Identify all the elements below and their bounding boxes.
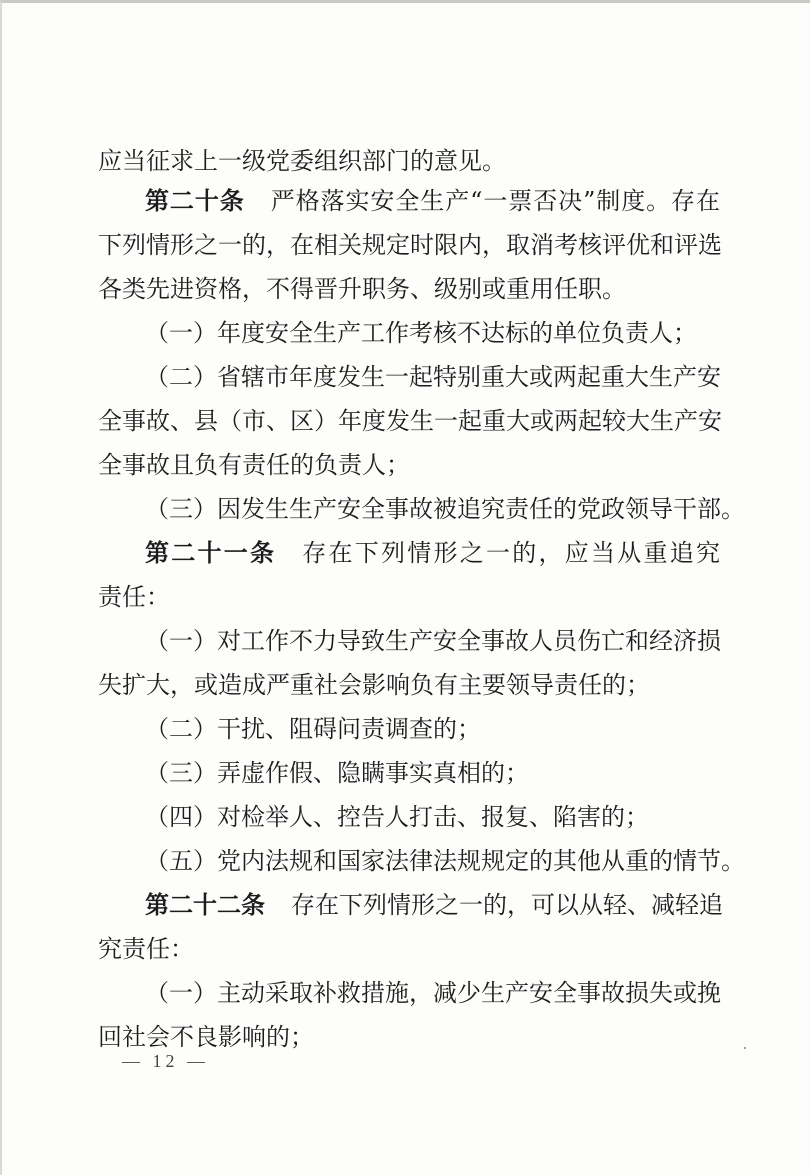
article-heading-line: 第二十条 严格落实安全生产“一票否决”制度。存在 — [145, 187, 720, 215]
page-number: — 12 — — [122, 1051, 209, 1071]
list-item: （三）弄虚作假、隐瞒事实真相的； — [145, 759, 529, 787]
article-heading: 第二十二条 — [145, 891, 265, 919]
body-line: 回社会不良影响的； — [98, 1023, 314, 1051]
body-line: 全事故、县（市、区）年度发生一起重大或两起较大生产安 — [98, 407, 722, 435]
list-item: （一）年度安全生产工作考核不达标的单位负责人； — [145, 319, 697, 347]
list-item: （四）对检举人、控告人打击、报复、陷害的； — [145, 803, 649, 831]
list-item: （二）干扰、阻碍问责调查的； — [145, 715, 481, 743]
body-line: 应当征求上一级党委组织部门的意见。 — [98, 147, 506, 175]
list-item: （一）对工作不力导致生产安全事故人员伤亡和经济损 — [145, 627, 721, 655]
body-line: 失扩大，或造成严重社会影响负有主要领导责任的； — [98, 671, 650, 699]
scan-speck — [744, 1047, 746, 1049]
list-item: （一）主动采取补救措施，减少生产安全事故损失或挽 — [145, 979, 721, 1007]
body-line: 责任： — [98, 583, 170, 611]
body-line: 全事故且负有责任的负责人； — [98, 451, 410, 479]
article-heading: 第二十一条 — [145, 539, 277, 567]
article-heading-line: 第二十一条 存在下列情形之一的，应当从重追究 — [145, 539, 720, 567]
body-line: 究责任： — [98, 935, 194, 963]
article-heading-line: 第二十二条 存在下列情形之一的，可以从轻、减轻追 — [145, 891, 723, 919]
body-line: 各类先进资格，不得晋升职务、级别或重用任职。 — [98, 275, 626, 303]
article-heading: 第二十条 — [145, 187, 245, 215]
list-item: （五）党内法规和国家法律法规规定的其他从重的情节。 — [145, 847, 745, 875]
list-item: （二）省辖市年度发生一起特别重大或两起重大生产安 — [145, 363, 721, 391]
list-item: （三）因发生生产安全事故被追究责任的党政领导干部。 — [145, 495, 745, 523]
body-line: 下列情形之一的，在相关规定时限内，取消考核评优和评选 — [98, 231, 722, 259]
